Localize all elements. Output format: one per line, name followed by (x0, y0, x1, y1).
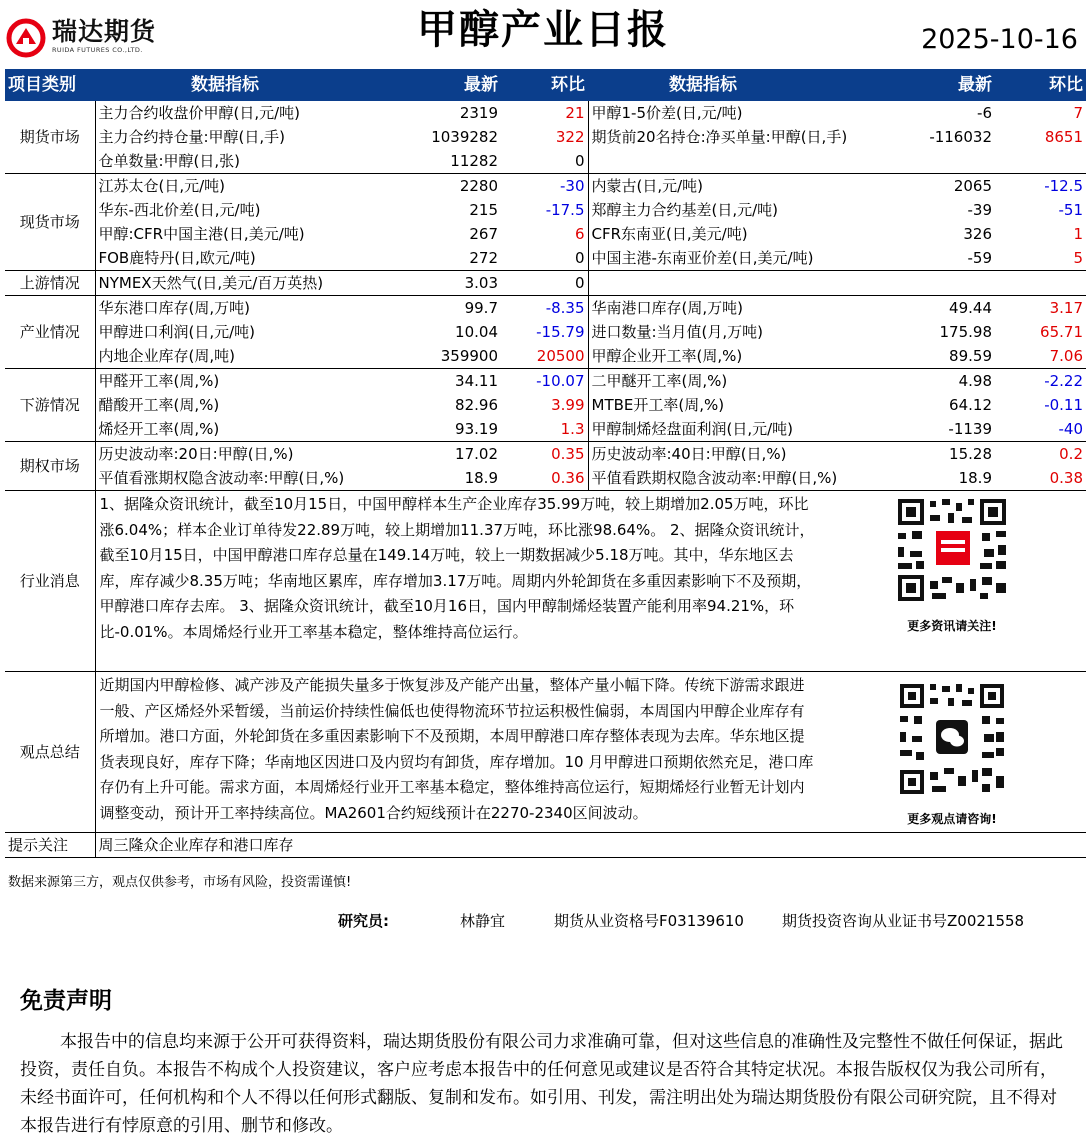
latest-value-right (818, 271, 995, 296)
indicator-name-left: 平值看涨期权隐含波动率:甲醇(日,%) (95, 466, 355, 491)
latest-value-left: 17.02 (455, 445, 498, 463)
latest-value-left: 11282 (355, 149, 501, 174)
indicator-name-right: 平值看跌期权隐含波动率:甲醇(日,%) (588, 466, 818, 491)
indicator-name-right: 内蒙古(日,元/吨) (591, 177, 704, 195)
analyst-qualification: 期货从业资格号F03139610 (554, 912, 744, 930)
change-value-right: 0.38 (995, 466, 1086, 491)
latest-value-left: 1039282 (431, 128, 498, 146)
qr-caption-consult: 更多观点请咨询! (907, 812, 997, 826)
col-header-change-right: 环比 (995, 69, 1086, 101)
col-header-change-left: 环比 (501, 69, 588, 101)
indicator-name-right: 甲醇制烯烃盘面利润(日,元/吨) (588, 417, 818, 442)
latest-value-right: -1139 (818, 417, 995, 442)
latest-value-left: 2319 (459, 104, 498, 122)
latest-value-left: 93.19 (355, 417, 501, 442)
change-value-right: -2.22 (1044, 372, 1083, 390)
qr-follow (818, 491, 1086, 672)
indicator-name-right: 甲醇企业开工率(周,%) (588, 344, 818, 369)
industry-news-row (5, 491, 1086, 672)
change-value-right: -12.5 (1044, 177, 1083, 195)
change-value-left: 3.99 (501, 393, 588, 417)
report-title: 甲醇产业日报 (417, 7, 669, 53)
latest-value-right (818, 149, 995, 174)
indicator-name-left: 甲醇:CFR中国主港(日,美元/吨) (98, 225, 305, 243)
indicator-name-left: 甲醇进口利润(日,元/吨) (98, 323, 256, 341)
latest-value-left: 215 (469, 201, 498, 219)
latest-value-right: -116032 (929, 128, 992, 146)
indicator-name-right: 二甲醚开工率(周,%) (591, 372, 728, 390)
latest-value-left: 99.7 (464, 299, 498, 317)
company-name-en: RUIDA FUTURES CO.,LTD. (52, 46, 143, 54)
indicator-name-left: 华东港口库存(周,万吨) (98, 299, 250, 317)
change-value-right: 65.71 (1040, 323, 1083, 341)
indicator-name-left: 主力合约持仓量:甲醇(日,手) (98, 128, 286, 146)
indicator-name-left: 烯烃开工率(周,%) (95, 417, 355, 442)
change-value-left: 0.36 (501, 466, 588, 491)
company-name-cn: 瑞达期货 (52, 17, 157, 46)
data-source-note: 数据来源第三方，观点仅供参考，市场有风险，投资需谨慎! (8, 875, 352, 890)
indicator-name-left: 江苏太仓(日,元/吨) (98, 177, 226, 195)
indicator-name-left: 内地企业库存(周,吨) (95, 344, 355, 369)
indicator-name-right: 郑醇主力合约基差(日,元/吨) (591, 201, 779, 219)
report-header (0, 0, 1086, 66)
table-row (5, 149, 1086, 174)
indicator-name-right: CFR东南亚(日,美元/吨) (591, 225, 748, 243)
section-category: 期货市场 (5, 101, 95, 174)
latest-value-left: 2280 (459, 177, 498, 195)
latest-value-right: 18.9 (818, 466, 995, 491)
data-table (5, 69, 1086, 858)
latest-value-right: 4.98 (958, 372, 992, 390)
indicator-name-right: 甲醇1-5价差(日,元/吨) (591, 104, 743, 122)
latest-value-right: -39 (967, 201, 992, 219)
table-row (5, 417, 1086, 442)
section-category: 上游情况 (5, 271, 95, 296)
section-category: 观点总结 (5, 672, 95, 833)
change-value-right: 7 (1073, 104, 1083, 122)
indicator-name-right: 期货前20名持仓:净买单量:甲醇(日,手) (591, 128, 848, 146)
qr-caption-follow: 更多资讯请关注! (907, 619, 997, 633)
change-value-left: 6 (501, 222, 588, 246)
col-header-latest-right: 最新 (818, 69, 995, 101)
table-row (5, 198, 1086, 222)
change-value-left: -8.35 (501, 296, 588, 321)
change-value-right: -51 (1058, 201, 1083, 219)
indicator-name-right: 历史波动率:40日:甲醇(日,%) (591, 445, 787, 463)
table-header-row (5, 69, 1086, 101)
col-header-indicator-right: 数据指标 (588, 69, 818, 101)
indicator-name-right: 中国主港-东南亚价差(日,美元/吨) (588, 246, 818, 271)
table-row (5, 125, 1086, 149)
change-value-left: -17.5 (501, 198, 588, 222)
latest-value-left: 34.11 (455, 372, 498, 390)
table-row (5, 393, 1086, 417)
section-category: 提示关注 (5, 833, 95, 858)
qr-code-icon (892, 495, 1012, 605)
indicator-name-left: 主力合约收盘价甲醇(日,元/吨) (98, 104, 301, 122)
change-value-left: -15.79 (501, 320, 588, 344)
table-row (5, 174, 1086, 199)
industry-news-text: 1、据隆众资讯统计，截至10月15日，中国甲醇样本生产企业库存35.99万吨，较上期增加2.05万吨，环比涨6.04%；样本企业订单待发22.89万吨，较上期增加11.37万吨，环比涨98.64%。 2、据隆众资讯统计，截至10月15日，中国甲醇港口库存总量在149.14万吨，较上一期数据减少5.18万吨。其中，华东地区去库，库存减少8.35万吨；华南地区累库，库存增加3.17万吨。周期内外轮卸货在多重因素影响下不及预期，甲醇港口库存去库。 3、据隆众资讯统计，截至10月16日，国内甲醇制烯烃装置产能利用率94.21%，环比-0.01%。本周烯烃行业开工率基本稳定，整体维持高位运行。 (95, 491, 818, 672)
change-value-right (995, 149, 1086, 174)
table-row (5, 369, 1086, 394)
indicator-name-right: 进口数量:当月值(月,万吨) (591, 323, 764, 341)
table-row (5, 442, 1086, 467)
change-value-right: 7.06 (995, 344, 1086, 369)
change-value-left: -30 (501, 174, 588, 199)
indicator-name-right (588, 271, 818, 296)
change-value-left: 21 (501, 101, 588, 125)
indicator-name-right: MTBE开工率(周,%) (591, 396, 725, 414)
section-category: 现货市场 (5, 174, 95, 271)
indicator-name-right: 华南港口库存(周,万吨) (591, 299, 743, 317)
change-value-left: 0 (501, 271, 588, 296)
change-value-right: -0.11 (1044, 396, 1083, 414)
analyst-name: 林静宜 (460, 912, 506, 930)
table-row (5, 101, 1086, 125)
change-value-right: 8651 (1044, 128, 1083, 146)
disclaimer-title: 免责声明 (20, 988, 112, 1014)
viewpoint-text: 近期国内甲醇检修、减产涉及产能损失量多于恢复涉及产能产出量，整体产量小幅下降。传统下游需求跟进一般、产区烯烃外采暂缓，当前运价持续性偏低也使得物流环节拉运积极性偏弱，本周国内甲醇企业库存有所增加。港口方面，外轮卸货在多重因素影响下不及预期，本周甲醇港口库存整体表现为去库。华东地区提货表现良好，库存下降；华南地区因进口及内贸均有卸货，库存增加。10 月甲醇进口预期依然充足，港口库存仍有上升可能。需求方面，本周烯烃行业开工率基本稳定，整体维持高位运行，短期烯烃行业暂无计划内调整变动，预计开工率持续高位。MA2601合约短线预计在2270-2340区间波动。 (95, 672, 818, 833)
section-category: 下游情况 (5, 369, 95, 442)
focus-text: 周三隆众企业库存和港口库存 (95, 833, 1086, 858)
table-row (5, 344, 1086, 369)
latest-value-left: 18.9 (355, 466, 501, 491)
change-value-right: 0.2 (1059, 445, 1083, 463)
latest-value-right: -59 (818, 246, 995, 271)
viewpoint-row (5, 672, 1086, 833)
table-row (5, 222, 1086, 246)
indicator-name-left: 华东-西北价差(日,元/吨) (98, 201, 261, 219)
latest-value-left: 82.96 (455, 396, 498, 414)
table-body (5, 101, 1086, 491)
table-row (5, 246, 1086, 271)
change-value-right: 1 (1073, 225, 1083, 243)
latest-value-right: 175.98 (939, 323, 992, 341)
change-value-left: 0.35 (501, 442, 588, 467)
change-value-right: 5 (995, 246, 1086, 271)
indicator-name-left: 醋酸开工率(周,%) (98, 396, 220, 414)
table-row (5, 320, 1086, 344)
latest-value-right: 49.44 (949, 299, 992, 317)
change-value-left: 1.3 (501, 417, 588, 442)
table-row (5, 466, 1086, 491)
section-category: 产业情况 (5, 296, 95, 369)
section-category: 期权市场 (5, 442, 95, 491)
section-category: 行业消息 (5, 491, 95, 672)
col-header-category: 项目类别 (5, 69, 95, 101)
col-header-indicator-left: 数据指标 (95, 69, 355, 101)
focus-row (5, 833, 1086, 858)
disclaimer-text: 本报告中的信息均来源于公开可获得资料，瑞达期货股份有限公司力求准确可靠，但对这些信息的准确性及完整性不做任何保证，据此投资，责任自负。本报告不构成个人投资建议，客户应考虑本报告中的任何意见或建议是否符合其特定状况。本报告版权仅为我公司所有，未经书面许可，任何机构和个人不得以任何形式翻版、复制和发布。如引用、刊发，需注明出处为瑞达期货股份有限公司研究院，且不得对本报告进行有悖原意的引用、删节和修改。 (20, 1032, 1063, 1136)
analyst-advisory-cert: 期货投资咨询从业证书号Z0021558 (782, 912, 1025, 930)
latest-value-right: 89.59 (818, 344, 995, 369)
latest-value-right: 15.28 (949, 445, 992, 463)
indicator-name-right (588, 149, 818, 174)
indicator-name-left: 历史波动率:20日:甲醇(日,%) (98, 445, 294, 463)
change-value-right (995, 271, 1086, 296)
indicator-name-left: NYMEX天然气(日,美元/百万英热) (95, 271, 355, 296)
latest-value-left: 267 (469, 225, 498, 243)
latest-value-left: 359900 (355, 344, 501, 369)
table-row (5, 271, 1086, 296)
indicator-name-left: 甲醛开工率(周,%) (98, 372, 220, 390)
indicator-name-left: 仓单数量:甲醇(日,张) (95, 149, 355, 174)
change-value-left: 322 (501, 125, 588, 149)
latest-value-left: 10.04 (455, 323, 498, 341)
text-sections (5, 491, 1086, 858)
latest-value-right: 64.12 (949, 396, 992, 414)
latest-value-right: 326 (963, 225, 992, 243)
latest-value-right: 2065 (953, 177, 992, 195)
latest-value-left: 3.03 (355, 271, 501, 296)
indicator-name-left: FOB鹿特丹(日,欧元/吨) (95, 246, 355, 271)
qr-consult (818, 672, 1086, 833)
change-value-right: -40 (995, 417, 1086, 442)
data-table-container (5, 69, 1086, 858)
latest-value-right: -6 (977, 104, 992, 122)
latest-value-left: 272 (355, 246, 501, 271)
table-row (5, 296, 1086, 321)
change-value-left: 0 (501, 149, 588, 174)
change-value-right: 3.17 (1049, 299, 1083, 317)
change-value-left: 20500 (501, 344, 588, 369)
wechat-qr-code-icon (896, 680, 1008, 798)
analyst-label: 研究员: (338, 912, 389, 930)
col-header-latest-left: 最新 (355, 69, 501, 101)
change-value-left: 0 (501, 246, 588, 271)
change-value-left: -10.07 (501, 369, 588, 394)
report-date: 2025-10-16 (921, 24, 1078, 55)
